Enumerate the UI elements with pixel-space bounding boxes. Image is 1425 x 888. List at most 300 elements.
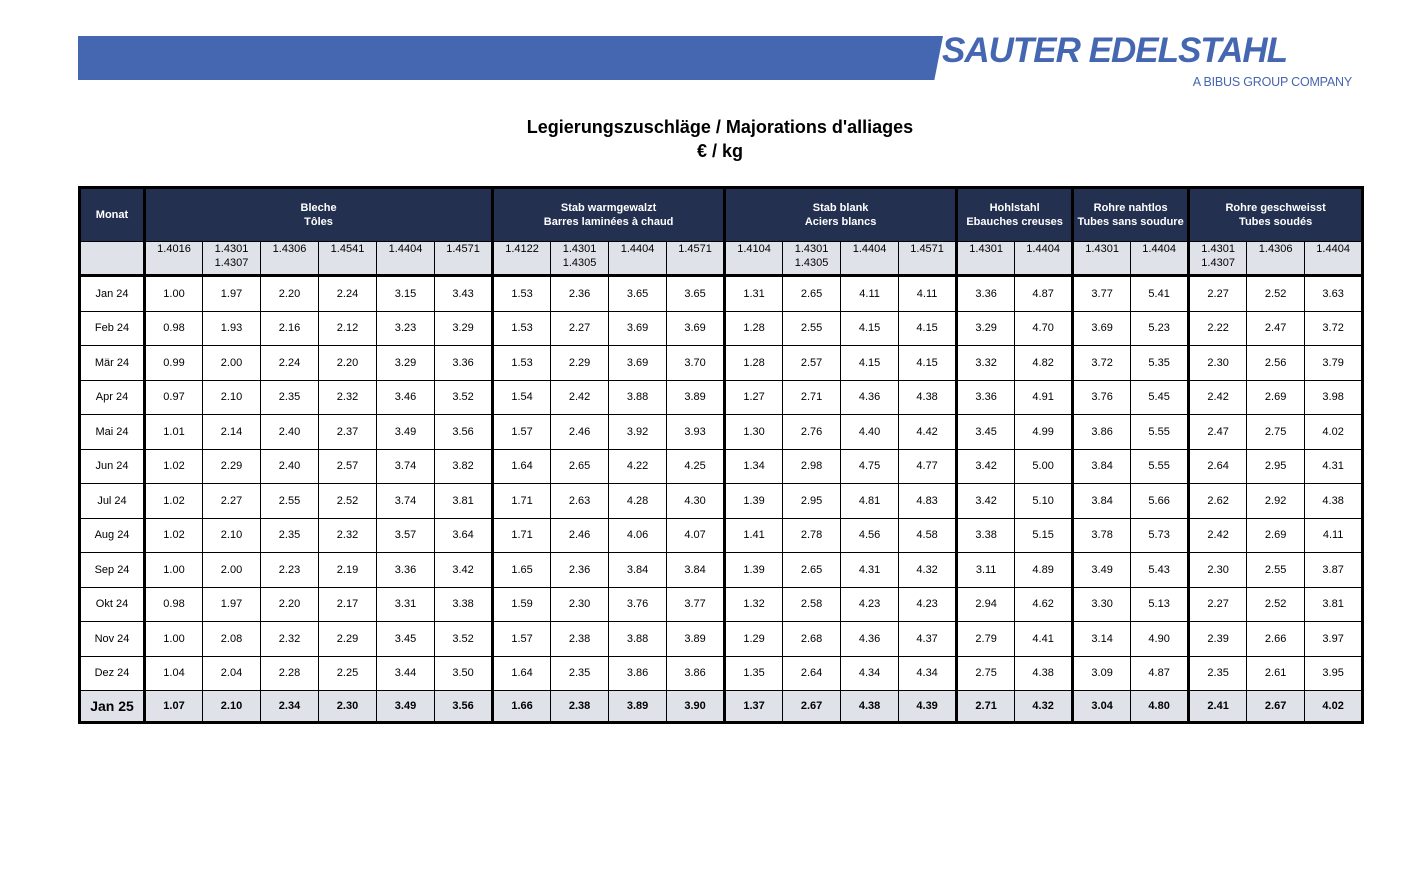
- surcharge-value-cell: 1.65: [493, 553, 551, 588]
- grade-number: 1.4301: [562, 243, 597, 255]
- surcharge-value-cell: 2.41: [1189, 691, 1247, 723]
- product-group-header: [957, 188, 1073, 242]
- surcharge-value-cell: 3.93: [667, 415, 725, 450]
- group-name-de: Hohlstahl: [989, 202, 1040, 214]
- brand-subtitle: A BIBUS GROUP COMPANY: [1192, 75, 1352, 89]
- month-cell: Okt 24: [80, 587, 145, 622]
- surcharge-value-cell: 3.81: [1305, 587, 1363, 622]
- surcharge-value-cell: 1.93: [203, 311, 261, 346]
- surcharge-value-cell: 2.55: [261, 484, 319, 519]
- surcharge-value-cell: 1.39: [725, 553, 783, 588]
- month-cell: Apr 24: [80, 380, 145, 415]
- surcharge-value-cell: 2.04: [203, 656, 261, 691]
- material-grade-cell: [783, 242, 841, 276]
- table-body: [80, 276, 1363, 723]
- grade-number: 1.4404: [388, 243, 423, 255]
- group-name-de: Stab warmgewalzt: [560, 202, 657, 214]
- surcharge-value-cell: 2.19: [319, 553, 377, 588]
- surcharge-value-cell: 2.32: [261, 622, 319, 657]
- month-cell: Mai 24: [80, 415, 145, 450]
- surcharge-value-cell: 4.81: [841, 484, 899, 519]
- group-name-fr: Tubes soudés: [1239, 216, 1313, 228]
- surcharge-value-cell: 4.87: [1131, 656, 1189, 691]
- surcharge-value-cell: 4.70: [1015, 311, 1073, 346]
- material-grade-cell: [377, 242, 435, 276]
- surcharge-value-cell: 2.75: [1247, 415, 1305, 450]
- surcharge-value-cell: 0.98: [145, 311, 203, 346]
- grade-header-empty: [80, 242, 145, 276]
- surcharge-value-cell: 3.45: [957, 415, 1015, 450]
- surcharge-value-cell: 3.09: [1073, 656, 1131, 691]
- surcharge-value-cell: 4.40: [841, 415, 899, 450]
- product-group-header: [1189, 188, 1363, 242]
- grade-number: 1.4301: [1201, 243, 1235, 255]
- surcharge-value-cell: 5.55: [1131, 449, 1189, 484]
- group-name-de: Stab blank: [812, 202, 869, 214]
- grade-number: 1.4301: [794, 243, 829, 255]
- surcharge-value-cell: 1.53: [493, 346, 551, 381]
- material-grade-cell: [203, 242, 261, 276]
- month-cell: Nov 24: [80, 622, 145, 657]
- surcharge-value-cell: 3.42: [435, 553, 493, 588]
- surcharge-value-cell: 2.64: [1189, 449, 1247, 484]
- surcharge-value-cell: 3.36: [957, 276, 1015, 312]
- surcharge-value-cell: 3.98: [1305, 380, 1363, 415]
- surcharge-value-cell: 1.54: [493, 380, 551, 415]
- surcharge-value-cell: 3.89: [667, 622, 725, 657]
- grade-number: 1.4404: [852, 243, 887, 255]
- month-column-header: Monat: [80, 188, 145, 242]
- surcharge-value-cell: 1.28: [725, 346, 783, 381]
- surcharge-value-cell: 4.38: [1015, 656, 1073, 691]
- surcharge-value-cell: 3.77: [1073, 276, 1131, 312]
- surcharge-value-cell: 0.98: [145, 587, 203, 622]
- surcharge-value-cell: 3.86: [609, 656, 667, 691]
- surcharge-value-cell: 1.71: [493, 484, 551, 519]
- material-grade-cell: [1073, 242, 1131, 276]
- surcharge-value-cell: 2.42: [1189, 518, 1247, 553]
- surcharge-value-cell: 2.35: [551, 656, 609, 691]
- surcharge-value-cell: 5.35: [1131, 346, 1189, 381]
- surcharge-value-cell: 3.69: [667, 311, 725, 346]
- surcharge-value-cell: 2.71: [957, 691, 1015, 723]
- surcharge-value-cell: 1.00: [145, 553, 203, 588]
- material-grade-cell: [1131, 242, 1189, 276]
- grade-number: 1.4306: [272, 243, 307, 255]
- surcharge-value-cell: 2.67: [783, 691, 841, 723]
- surcharge-value-cell: 3.52: [435, 622, 493, 657]
- surcharge-value-cell: 3.70: [667, 346, 725, 381]
- group-name-fr: Tubes sans soudure: [1077, 216, 1184, 228]
- surcharge-value-cell: 2.32: [319, 380, 377, 415]
- surcharge-value-cell: 5.13: [1131, 587, 1189, 622]
- surcharge-value-cell: 5.00: [1015, 449, 1073, 484]
- surcharge-value-cell: 5.41: [1131, 276, 1189, 312]
- table-row: [80, 484, 1363, 519]
- surcharge-value-cell: 2.28: [261, 656, 319, 691]
- surcharge-value-cell: 2.78: [783, 518, 841, 553]
- title-line-2: € / kg: [696, 141, 744, 161]
- surcharge-value-cell: 4.15: [841, 311, 899, 346]
- surcharge-value-cell: 2.40: [261, 449, 319, 484]
- surcharge-value-cell: 1.02: [145, 449, 203, 484]
- group-name-fr: Tôles: [304, 216, 333, 228]
- surcharge-value-cell: 3.14: [1073, 622, 1131, 657]
- surcharge-value-cell: 3.65: [609, 276, 667, 312]
- surcharge-value-cell: 3.57: [377, 518, 435, 553]
- surcharge-value-cell: 2.68: [783, 622, 841, 657]
- surcharge-value-cell: 1.39: [725, 484, 783, 519]
- surcharge-value-cell: 1.53: [493, 311, 551, 346]
- surcharge-value-cell: 3.84: [667, 553, 725, 588]
- grade-number: 1.4306: [1258, 243, 1293, 255]
- surcharge-value-cell: 1.01: [145, 415, 203, 450]
- table-row: [80, 518, 1363, 553]
- product-group-header: [145, 188, 493, 242]
- surcharge-value-cell: 2.95: [1247, 449, 1305, 484]
- surcharge-value-cell: 3.56: [435, 415, 493, 450]
- surcharge-value-cell: 2.55: [1247, 553, 1305, 588]
- surcharge-value-cell: 2.27: [1189, 587, 1247, 622]
- surcharge-value-cell: 4.62: [1015, 587, 1073, 622]
- surcharge-value-cell: 3.64: [435, 518, 493, 553]
- surcharge-value-cell: 2.57: [319, 449, 377, 484]
- surcharge-value-cell: 2.35: [1189, 656, 1247, 691]
- surcharge-value-cell: 2.52: [1247, 587, 1305, 622]
- grade-number: 1.4404: [1142, 243, 1176, 255]
- surcharge-value-cell: 1.07: [145, 691, 203, 723]
- material-grade-cell: [841, 242, 899, 276]
- surcharge-value-cell: 3.84: [1073, 484, 1131, 519]
- surcharge-value-cell: 4.31: [841, 553, 899, 588]
- surcharge-value-cell: 2.24: [319, 276, 377, 312]
- grade-number: 1.4301: [969, 243, 1003, 255]
- surcharge-value-cell: 2.52: [1247, 276, 1305, 312]
- surcharge-value-cell: 2.29: [203, 449, 261, 484]
- material-grade-cell: [609, 242, 667, 276]
- table-row: [80, 587, 1363, 622]
- surcharge-value-cell: 4.36: [841, 380, 899, 415]
- surcharge-value-cell: 3.84: [609, 553, 667, 588]
- surcharge-value-cell: 1.37: [725, 691, 783, 723]
- surcharge-value-cell: 3.89: [609, 691, 667, 723]
- surcharge-value-cell: 2.17: [319, 587, 377, 622]
- surcharge-value-cell: 3.42: [957, 484, 1015, 519]
- surcharge-value-cell: 2.64: [783, 656, 841, 691]
- surcharge-value-cell: 4.02: [1305, 691, 1363, 723]
- surcharge-value-cell: 4.56: [841, 518, 899, 553]
- surcharge-value-cell: 3.38: [957, 518, 1015, 553]
- surcharge-value-cell: 2.22: [1189, 311, 1247, 346]
- surcharge-value-cell: 3.95: [1305, 656, 1363, 691]
- surcharge-value-cell: 3.82: [435, 449, 493, 484]
- surcharge-value-cell: 2.25: [319, 656, 377, 691]
- surcharge-value-cell: 4.58: [899, 518, 957, 553]
- surcharge-value-cell: 2.55: [783, 311, 841, 346]
- surcharge-value-cell: 4.11: [1305, 518, 1363, 553]
- surcharge-value-cell: 5.10: [1015, 484, 1073, 519]
- surcharge-value-cell: 1.66: [493, 691, 551, 723]
- surcharge-value-cell: 2.08: [203, 622, 261, 657]
- grade-number-alt: 1.4305: [562, 257, 597, 269]
- surcharge-value-cell: 3.44: [377, 656, 435, 691]
- surcharge-value-cell: 4.32: [1015, 691, 1073, 723]
- group-header-row: [80, 188, 1363, 242]
- month-cell: Mär 24: [80, 346, 145, 381]
- surcharge-value-cell: 2.65: [783, 276, 841, 312]
- surcharge-value-cell: 2.20: [261, 276, 319, 312]
- surcharge-value-cell: 2.29: [551, 346, 609, 381]
- title-line-1: Legierungszuschläge / Majorations d'alliages: [526, 117, 914, 137]
- surcharge-value-cell: 2.69: [1247, 380, 1305, 415]
- table-row: [80, 622, 1363, 657]
- surcharge-value-cell: 2.20: [319, 346, 377, 381]
- surcharge-value-cell: 1.34: [725, 449, 783, 484]
- material-grade-cell: [261, 242, 319, 276]
- grade-number: 1.4122: [505, 243, 539, 255]
- surcharge-value-cell: 4.06: [609, 518, 667, 553]
- surcharge-value-cell: 3.42: [957, 449, 1015, 484]
- surcharge-value-cell: 2.37: [319, 415, 377, 450]
- surcharge-value-cell: 2.94: [957, 587, 1015, 622]
- surcharge-value-cell: 1.32: [725, 587, 783, 622]
- material-grade-cell: [957, 242, 1015, 276]
- surcharge-value-cell: 2.36: [551, 276, 609, 312]
- page-title: [0, 115, 1425, 163]
- surcharge-value-cell: 3.65: [667, 276, 725, 312]
- surcharge-value-cell: 2.65: [551, 449, 609, 484]
- surcharge-value-cell: 2.98: [783, 449, 841, 484]
- surcharge-value-cell: 2.30: [319, 691, 377, 723]
- surcharge-value-cell: 3.49: [377, 691, 435, 723]
- surcharge-value-cell: 5.15: [1015, 518, 1073, 553]
- surcharge-value-cell: 2.58: [783, 587, 841, 622]
- surcharge-value-cell: 3.29: [435, 311, 493, 346]
- surcharge-value-cell: 2.30: [1189, 553, 1247, 588]
- surcharge-value-cell: 3.49: [377, 415, 435, 450]
- surcharge-value-cell: 4.15: [899, 311, 957, 346]
- surcharge-value-cell: 5.43: [1131, 553, 1189, 588]
- grade-number: 1.4541: [330, 243, 365, 255]
- surcharge-value-cell: 4.82: [1015, 346, 1073, 381]
- surcharge-value-cell: 5.66: [1131, 484, 1189, 519]
- surcharge-value-cell: 4.11: [841, 276, 899, 312]
- surcharge-value-cell: 2.30: [551, 587, 609, 622]
- surcharge-value-cell: 3.69: [1073, 311, 1131, 346]
- surcharge-value-cell: 4.75: [841, 449, 899, 484]
- surcharge-value-cell: 3.88: [609, 622, 667, 657]
- surcharge-value-cell: 3.36: [957, 380, 1015, 415]
- surcharge-value-cell: 2.10: [203, 518, 261, 553]
- surcharge-value-cell: 2.38: [551, 691, 609, 723]
- surcharge-value-cell: 3.81: [435, 484, 493, 519]
- surcharge-value-cell: 3.32: [957, 346, 1015, 381]
- surcharge-value-cell: 3.50: [435, 656, 493, 691]
- surcharge-value-cell: 4.38: [899, 380, 957, 415]
- material-grade-cell: [1189, 242, 1247, 276]
- surcharge-value-cell: 3.38: [435, 587, 493, 622]
- material-grade-cell: [551, 242, 609, 276]
- surcharge-value-cell: 5.55: [1131, 415, 1189, 450]
- surcharge-value-cell: 4.91: [1015, 380, 1073, 415]
- surcharge-value-cell: 1.97: [203, 587, 261, 622]
- surcharge-value-cell: 2.00: [203, 553, 261, 588]
- surcharge-value-cell: 3.76: [1073, 380, 1131, 415]
- surcharge-value-cell: 3.89: [667, 380, 725, 415]
- surcharge-value-cell: 2.24: [261, 346, 319, 381]
- surcharge-value-cell: 3.52: [435, 380, 493, 415]
- surcharge-value-cell: 2.10: [203, 691, 261, 723]
- month-cell: Jan 25: [80, 691, 145, 723]
- table-row: [80, 346, 1363, 381]
- surcharge-value-cell: 2.69: [1247, 518, 1305, 553]
- group-name-fr: Barres laminées à chaud: [543, 216, 674, 228]
- group-name-de: Rohre geschweisst: [1225, 202, 1326, 214]
- surcharge-value-cell: 4.32: [899, 553, 957, 588]
- surcharge-value-cell: 1.57: [493, 622, 551, 657]
- surcharge-value-cell: 4.02: [1305, 415, 1363, 450]
- surcharge-value-cell: 3.30: [1073, 587, 1131, 622]
- surcharge-value-cell: 3.04: [1073, 691, 1131, 723]
- table-row: [80, 311, 1363, 346]
- surcharge-value-cell: 2.76: [783, 415, 841, 450]
- surcharge-value-cell: 3.56: [435, 691, 493, 723]
- surcharge-value-cell: 3.74: [377, 484, 435, 519]
- table-row: [80, 276, 1363, 312]
- surcharge-value-cell: 2.35: [261, 518, 319, 553]
- surcharge-value-cell: 4.34: [841, 656, 899, 691]
- surcharge-value-cell: 1.04: [145, 656, 203, 691]
- surcharge-value-cell: 1.64: [493, 656, 551, 691]
- material-grade-cell: [493, 242, 551, 276]
- surcharge-value-cell: 3.23: [377, 311, 435, 346]
- surcharge-value-cell: 2.75: [957, 656, 1015, 691]
- surcharge-value-cell: 2.23: [261, 553, 319, 588]
- material-grade-cell: [145, 242, 203, 276]
- surcharge-value-cell: 4.90: [1131, 622, 1189, 657]
- surcharge-value-cell: 4.34: [899, 656, 957, 691]
- surcharge-value-cell: 3.86: [1073, 415, 1131, 450]
- surcharge-value-cell: 4.42: [899, 415, 957, 450]
- surcharge-value-cell: 1.02: [145, 518, 203, 553]
- surcharge-value-cell: 4.83: [899, 484, 957, 519]
- surcharge-value-cell: 3.79: [1305, 346, 1363, 381]
- surcharge-value-cell: 1.00: [145, 276, 203, 312]
- grade-number: 1.4104: [737, 243, 771, 255]
- surcharge-value-cell: 3.72: [1073, 346, 1131, 381]
- surcharge-value-cell: 3.97: [1305, 622, 1363, 657]
- surcharge-value-cell: 1.27: [725, 380, 783, 415]
- grade-number: 1.4016: [157, 243, 191, 255]
- surcharge-value-cell: 4.22: [609, 449, 667, 484]
- surcharge-value-cell: 3.72: [1305, 311, 1363, 346]
- grade-number: 1.4301: [214, 243, 249, 255]
- surcharge-value-cell: 2.71: [783, 380, 841, 415]
- product-group-header: [1073, 188, 1189, 242]
- grade-number: 1.4301: [1085, 243, 1119, 255]
- surcharge-value-cell: 3.45: [377, 622, 435, 657]
- surcharge-value-cell: 1.31: [725, 276, 783, 312]
- surcharge-value-cell: 2.32: [319, 518, 377, 553]
- surcharge-value-cell: 3.29: [957, 311, 1015, 346]
- surcharge-value-cell: 2.66: [1247, 622, 1305, 657]
- surcharge-value-cell: 3.36: [435, 346, 493, 381]
- surcharge-value-cell: 3.77: [667, 587, 725, 622]
- surcharge-value-cell: 1.28: [725, 311, 783, 346]
- surcharge-value-cell: 3.36: [377, 553, 435, 588]
- surcharge-value-cell: 1.29: [725, 622, 783, 657]
- surcharge-value-cell: 2.35: [261, 380, 319, 415]
- surcharge-value-cell: 3.86: [667, 656, 725, 691]
- grade-number: 1.4404: [1026, 243, 1060, 255]
- grade-number: 1.4571: [678, 243, 712, 255]
- month-cell: Sep 24: [80, 553, 145, 588]
- surcharge-value-cell: 1.97: [203, 276, 261, 312]
- surcharge-value-cell: 3.74: [377, 449, 435, 484]
- surcharge-value-cell: 4.37: [899, 622, 957, 657]
- surcharge-value-cell: 1.00: [145, 622, 203, 657]
- surcharge-value-cell: 5.73: [1131, 518, 1189, 553]
- surcharge-value-cell: 2.95: [783, 484, 841, 519]
- surcharge-value-cell: 3.31: [377, 587, 435, 622]
- surcharge-value-cell: 2.65: [783, 553, 841, 588]
- surcharge-value-cell: 1.35: [725, 656, 783, 691]
- table-row: [80, 656, 1363, 691]
- alloy-surcharge-table: [78, 186, 1364, 724]
- surcharge-value-cell: 2.63: [551, 484, 609, 519]
- surcharge-value-cell: 4.15: [841, 346, 899, 381]
- surcharge-value-cell: 1.53: [493, 276, 551, 312]
- surcharge-value-cell: 5.45: [1131, 380, 1189, 415]
- surcharge-value-cell: 4.28: [609, 484, 667, 519]
- material-grade-cell: [899, 242, 957, 276]
- grade-number: 1.4404: [1316, 243, 1350, 255]
- surcharge-value-cell: 3.43: [435, 276, 493, 312]
- group-name-fr: Ebauches creuses: [966, 216, 1063, 228]
- month-cell: Feb 24: [80, 311, 145, 346]
- surcharge-value-cell: 4.38: [1305, 484, 1363, 519]
- surcharge-value-cell: 2.67: [1247, 691, 1305, 723]
- surcharge-value-cell: 3.11: [957, 553, 1015, 588]
- surcharge-value-cell: 2.29: [319, 622, 377, 657]
- surcharge-value-cell: 2.56: [1247, 346, 1305, 381]
- surcharge-value-cell: 0.99: [145, 346, 203, 381]
- table-row: [80, 553, 1363, 588]
- surcharge-value-cell: 2.27: [1189, 276, 1247, 312]
- surcharge-value-cell: 4.23: [899, 587, 957, 622]
- surcharge-value-cell: 4.38: [841, 691, 899, 723]
- grade-number-alt: 1.4305: [794, 257, 829, 269]
- surcharge-value-cell: 2.46: [551, 415, 609, 450]
- header-banner: [78, 36, 943, 80]
- surcharge-value-cell: 3.49: [1073, 553, 1131, 588]
- surcharge-value-cell: 2.16: [261, 311, 319, 346]
- surcharge-value-cell: 2.46: [551, 518, 609, 553]
- surcharge-value-cell: 4.41: [1015, 622, 1073, 657]
- surcharge-value-cell: 2.92: [1247, 484, 1305, 519]
- surcharge-value-cell: 2.30: [1189, 346, 1247, 381]
- surcharge-value-cell: 2.10: [203, 380, 261, 415]
- surcharge-value-cell: 3.88: [609, 380, 667, 415]
- table-row: [80, 415, 1363, 450]
- material-grade-cell: [725, 242, 783, 276]
- material-grade-cell: [1247, 242, 1305, 276]
- surcharge-value-cell: 4.11: [899, 276, 957, 312]
- surcharge-value-cell: 3.29: [377, 346, 435, 381]
- material-grade-cell: [1015, 242, 1073, 276]
- surcharge-value-cell: 4.39: [899, 691, 957, 723]
- month-cell: Jun 24: [80, 449, 145, 484]
